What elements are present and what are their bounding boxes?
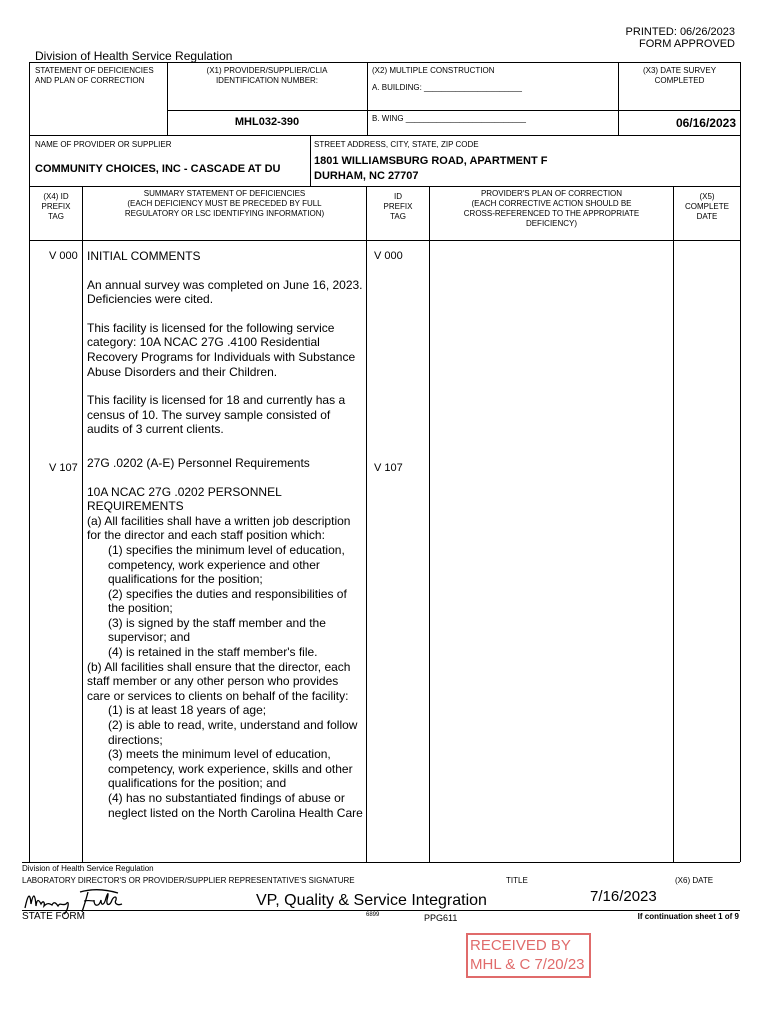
rule-b4: (4) has no substantiated findings of abuse or neglect listed on the North Carolina Health Care: [108, 791, 363, 820]
rule-right: [740, 62, 741, 862]
ppg-code: PPG611: [424, 913, 458, 923]
continuation-sheet: If continuation sheet 1 of 9: [637, 912, 739, 921]
wing-label: B. WING ___________________________: [372, 114, 526, 123]
signature-text: [22, 886, 23, 887]
x4-header: (X4) ID PREFIX TAG: [41, 192, 71, 221]
rule-a4: (4) is retained in the staff member's file.: [108, 645, 318, 660]
x3-value: 06/16/2023: [675, 116, 736, 130]
form-number: 6899: [366, 912, 380, 918]
rule-provider-top: [29, 135, 740, 136]
summary-header: SUMMARY STATEMENT OF DEFICIENCIES (EACH DEFICIENCY MUST BE PRECEDED BY FULL REGULATORY OR LSC IDENTIFYING INFORMATION): [124, 189, 325, 218]
summary-content: [87, 249, 364, 820]
x1-value: MHL032-390: [234, 116, 300, 128]
date-label: (X6) DATE: [675, 876, 714, 885]
rule-col-plan: [673, 186, 674, 862]
rule-columns-bottom: [29, 240, 740, 241]
x2-label: (X2) MULTIPLE CONSTRUCTION: [372, 66, 495, 75]
rule-title: 10A NCAC 27G .0202 PERSONNEL REQUIREMENTS: [87, 484, 282, 514]
x5-header: (X5) COMPLETE DATE: [684, 192, 729, 221]
address-label: STREET ADDRESS, CITY, STATE, ZIP CODE: [314, 140, 479, 149]
x3-label: (X3) DATE SURVEY COMPLETED: [642, 66, 717, 85]
title-label: TITLE: [506, 876, 528, 885]
rule-x2-left: [367, 62, 368, 135]
statement-label: STATEMENT OF DEFICIENCIES AND PLAN OF CORRECTION: [35, 66, 154, 85]
division-heading: Division of Health Service Regulation: [35, 49, 233, 63]
footer-division: Division of Health Service Regulation: [22, 864, 154, 873]
id-header: ID PREFIX TAG: [383, 192, 413, 221]
tag-v000-left: V 000: [49, 250, 78, 262]
rule-x1-value: [167, 110, 367, 111]
rule-col-x4: [82, 186, 83, 862]
rule-a2: (2) specifies the duties and responsibilities of the position;: [108, 586, 347, 616]
rule-a3: (3) is signed by the staff member and the supervisor; and: [108, 615, 326, 645]
x1-label: (X1) PROVIDER/SUPPLIER/CLIA IDENTIFICATION NUMBER:: [206, 66, 328, 85]
address-line2: DURHAM, NC 27707: [314, 170, 419, 182]
plan-header: PROVIDER'S PLAN OF CORRECTION (EACH CORRECTIVE ACTION SHOULD BE CROSS-REFERENCED TO THE APPROPRIATE DEFICIENCY): [463, 189, 640, 228]
v107-heading: 27G .0202 (A-E) Personnel Requirements: [87, 455, 310, 470]
rule-top: [29, 62, 740, 63]
signature-label: LABORATORY DIRECTOR'S OR PROVIDER/SUPPLIER REPRESENTATIVE'S SIGNATURE: [22, 876, 355, 885]
building-label: A. BUILDING: ______________________: [372, 83, 522, 92]
rule-a1: (1) specifies the minimum level of education, competency, work experience and other qualifications for the position;: [108, 542, 345, 587]
received-stamp: [466, 933, 591, 978]
rule-a-intro: (a) All facilities shall have a written job description for the director and each staff position which:: [87, 513, 351, 543]
title-value: VP, Quality & Service Integration: [256, 892, 487, 909]
date-value: 7/16/2023: [590, 888, 657, 905]
rule-footer-top: [22, 862, 740, 863]
address-line1: 1801 WILLIAMSBURG ROAD, APARTMENT F: [314, 155, 548, 167]
printed-date: PRINTED: 06/26/2023: [625, 26, 735, 38]
rule-address-left: [310, 135, 311, 186]
rule-col-summary: [366, 186, 367, 862]
rule-footer-bottom: [22, 910, 740, 911]
provider-value: COMMUNITY CHOICES, INC - CASCADE AT DU: [35, 163, 281, 175]
tag-v107-right: V 107: [374, 462, 403, 474]
rule-wing: [367, 110, 618, 111]
paragraph-survey: An annual survey was completed on June 16, 2023. Deficiencies were cited.: [87, 277, 363, 307]
paragraph-license: This facility is licensed for the following service category: 10A NCAC 27G .4100 Residential Recovery Programs for Individuals with Substance Abuse Disorders and their Children.: [87, 320, 356, 379]
rule-b-intro: (b) All facilities shall ensure that the director, each staff member or any other person who provides care or services to clients on behalf of the facility:: [87, 659, 351, 703]
rule-col-id: [429, 186, 430, 862]
state-form: STATE FORM: [22, 911, 85, 922]
stamp-line1: RECEIVED BY: [470, 937, 571, 954]
rule-x3-value: [618, 110, 740, 111]
stamp-line2: MHL & C 7/20/23: [470, 956, 585, 973]
tag-v107-left: V 107: [49, 462, 78, 474]
tag-v000-right: V 000: [374, 250, 403, 262]
rule-left: [29, 62, 30, 862]
paragraph-census: This facility is licensed for 18 and currently has a census of 10. The survey sample consisted of audits of 3 current clients.: [87, 393, 346, 437]
rule-b1: (1) is at least 18 years of age;: [108, 703, 267, 718]
provider-label: NAME OF PROVIDER OR SUPPLIER: [35, 140, 172, 149]
rule-columns-top: [29, 186, 740, 187]
rule-b3: (3) meets the minimum level of education, competency, work experience, skills and other qualifications for the position; and: [108, 747, 353, 791]
form-approved: FORM APPROVED: [639, 38, 735, 50]
rule-b2: (2) is able to read, write, understand and follow directions;: [108, 718, 358, 747]
initial-comments-heading: INITIAL COMMENTS: [87, 249, 201, 263]
